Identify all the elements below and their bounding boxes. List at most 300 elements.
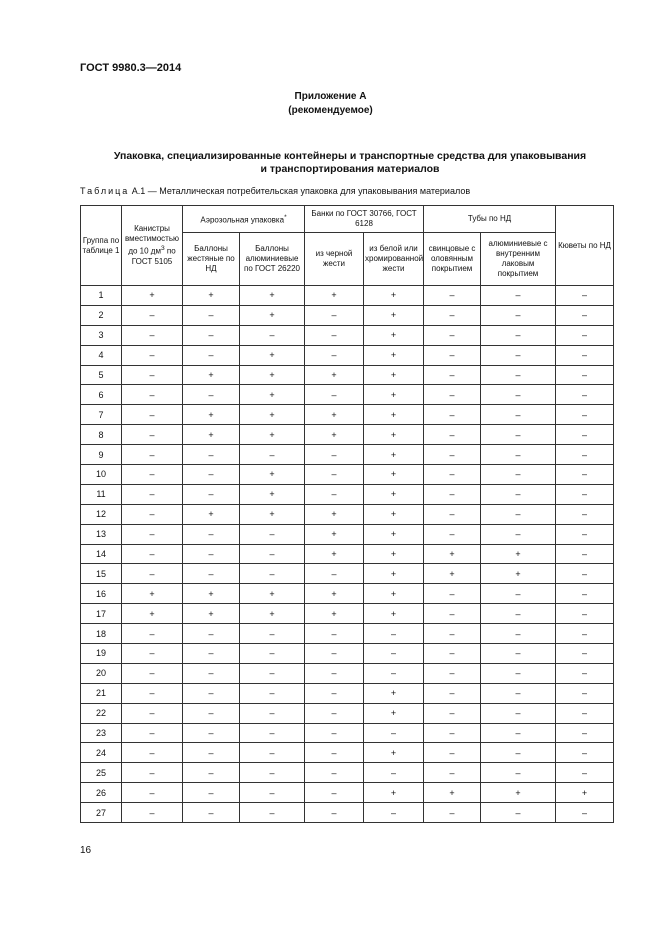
suitability-cell: – <box>481 524 556 544</box>
suitability-cell: – <box>481 405 556 425</box>
suitability-cell: + <box>305 365 364 385</box>
table-row <box>81 305 614 325</box>
table-row <box>81 703 614 723</box>
suitability-cell: + <box>240 584 305 604</box>
table-row <box>81 584 614 604</box>
header-canisters-text: Канистры вместимостью до 10 дм <box>124 224 180 256</box>
suitability-cell: – <box>305 763 364 783</box>
group-number-cell: 17 <box>81 604 122 624</box>
suitability-cell: + <box>481 564 556 584</box>
suitability-cell: + <box>183 604 240 624</box>
suitability-cell: – <box>424 524 481 544</box>
group-number-cell: 18 <box>81 624 122 644</box>
suitability-cell: – <box>305 723 364 743</box>
suitability-cell: + <box>183 405 240 425</box>
page-number: 16 <box>80 845 92 856</box>
group-number-cell: 21 <box>81 683 122 703</box>
suitability-cell: – <box>481 743 556 763</box>
header-aerosol-footnote-mark: * <box>284 213 287 221</box>
suitability-cell: + <box>364 524 424 544</box>
suitability-cell: – <box>364 644 424 664</box>
suitability-cell: + <box>240 465 305 485</box>
suitability-cell: – <box>240 703 305 723</box>
suitability-cell: – <box>481 365 556 385</box>
suitability-cell: – <box>183 783 240 803</box>
suitability-cell: – <box>305 465 364 485</box>
suitability-cell: + <box>364 325 424 345</box>
suitability-cell: – <box>424 703 481 723</box>
header-aerosol-tin: Баллоны жестяные по НД <box>183 233 240 286</box>
suitability-cell: + <box>364 703 424 723</box>
group-number-cell: 11 <box>81 484 122 504</box>
suitability-cell: + <box>364 305 424 325</box>
suitability-cell: – <box>481 703 556 723</box>
header-cans-white: из белой или хромированной жести <box>364 233 424 286</box>
suitability-cell: + <box>481 544 556 564</box>
suitability-cell: – <box>424 743 481 763</box>
suitability-cell: – <box>122 564 183 584</box>
suitability-cell: – <box>183 484 240 504</box>
suitability-cell: – <box>122 683 183 703</box>
suitability-cell: + <box>481 783 556 803</box>
suitability-cell: – <box>481 345 556 365</box>
group-number-cell: 12 <box>81 504 122 524</box>
suitability-cell: – <box>305 445 364 465</box>
suitability-cell: + <box>305 604 364 624</box>
suitability-cell: – <box>240 544 305 564</box>
suitability-cell: – <box>183 624 240 644</box>
suitability-cell: – <box>183 644 240 664</box>
suitability-cell: – <box>183 325 240 345</box>
table-row <box>81 663 614 683</box>
suitability-cell: – <box>305 345 364 365</box>
suitability-cell: – <box>122 445 183 465</box>
suitability-cell: – <box>424 803 481 823</box>
suitability-cell: – <box>424 584 481 604</box>
suitability-cell: + <box>305 286 364 306</box>
group-number-cell: 25 <box>81 763 122 783</box>
header-aerosol <box>183 206 305 233</box>
suitability-cell: – <box>364 663 424 683</box>
suitability-cell: – <box>305 385 364 405</box>
suitability-cell: – <box>481 484 556 504</box>
suitability-cell: + <box>364 544 424 564</box>
header-canisters-standard: по ГОСТ 5105 <box>131 246 176 266</box>
suitability-cell: – <box>305 624 364 644</box>
group-number-cell: 7 <box>81 405 122 425</box>
header-tubes: Тубы по НД <box>424 206 556 233</box>
suitability-cell: – <box>481 504 556 524</box>
suitability-cell: – <box>240 564 305 584</box>
suitability-cell: – <box>556 385 614 405</box>
group-number-cell: 16 <box>81 584 122 604</box>
group-number-cell: 14 <box>81 544 122 564</box>
suitability-cell: – <box>556 425 614 445</box>
suitability-cell: – <box>305 484 364 504</box>
table-row <box>81 365 614 385</box>
suitability-cell: + <box>364 385 424 405</box>
suitability-cell: – <box>240 783 305 803</box>
suitability-cell: – <box>122 425 183 445</box>
suitability-cell: – <box>122 484 183 504</box>
group-number-cell: 19 <box>81 644 122 664</box>
suitability-cell: + <box>364 365 424 385</box>
suitability-cell: – <box>183 544 240 564</box>
suitability-cell: + <box>364 783 424 803</box>
suitability-cell: + <box>183 504 240 524</box>
suitability-cell: – <box>305 703 364 723</box>
suitability-cell: – <box>240 325 305 345</box>
suitability-cell: – <box>122 325 183 345</box>
table-row <box>81 683 614 703</box>
suitability-cell: – <box>556 763 614 783</box>
header-cans: Банки по ГОСТ 30766, ГОСТ 6128 <box>305 206 424 233</box>
suitability-cell: – <box>305 783 364 803</box>
group-number-cell: 4 <box>81 345 122 365</box>
group-number-cell: 27 <box>81 803 122 823</box>
group-number-cell: 10 <box>81 465 122 485</box>
suitability-cell: – <box>424 365 481 385</box>
suitability-cell: + <box>364 405 424 425</box>
suitability-cell: + <box>305 544 364 564</box>
suitability-cell: + <box>122 584 183 604</box>
suitability-cell: + <box>305 584 364 604</box>
suitability-cell: – <box>424 325 481 345</box>
suitability-cell: – <box>305 564 364 584</box>
suitability-cell: + <box>183 425 240 445</box>
group-number-cell: 5 <box>81 365 122 385</box>
appendix-heading <box>0 90 661 118</box>
suitability-cell: – <box>122 803 183 823</box>
suitability-cell: – <box>424 504 481 524</box>
suitability-cell: – <box>556 484 614 504</box>
table-row <box>81 504 614 524</box>
suitability-cell: – <box>424 405 481 425</box>
table-row <box>81 763 614 783</box>
table-row <box>81 624 614 644</box>
suitability-cell: + <box>240 484 305 504</box>
group-number-cell: 23 <box>81 723 122 743</box>
suitability-cell: + <box>240 405 305 425</box>
suitability-cell: – <box>481 305 556 325</box>
suitability-cell: – <box>122 703 183 723</box>
suitability-cell: – <box>122 743 183 763</box>
group-number-cell: 15 <box>81 564 122 584</box>
suitability-cell: + <box>183 286 240 306</box>
suitability-cell: – <box>424 644 481 664</box>
suitability-cell: + <box>240 504 305 524</box>
suitability-cell: – <box>305 305 364 325</box>
suitability-cell: + <box>424 544 481 564</box>
suitability-cell: – <box>424 683 481 703</box>
group-number-cell: 20 <box>81 663 122 683</box>
suitability-cell: + <box>305 524 364 544</box>
suitability-cell: – <box>481 683 556 703</box>
suitability-cell: + <box>240 345 305 365</box>
suitability-cell: – <box>481 723 556 743</box>
table-row <box>81 445 614 465</box>
suitability-cell: + <box>424 783 481 803</box>
suitability-cell: – <box>364 803 424 823</box>
table-row <box>81 803 614 823</box>
suitability-cell: – <box>556 683 614 703</box>
suitability-cell: – <box>183 723 240 743</box>
suitability-cell: – <box>364 624 424 644</box>
suitability-cell: – <box>556 663 614 683</box>
suitability-cell: – <box>481 624 556 644</box>
header-canisters <box>122 206 183 286</box>
suitability-cell: – <box>240 763 305 783</box>
suitability-cell: – <box>556 365 614 385</box>
suitability-cell: – <box>481 385 556 405</box>
header-canisters-superscript: 3 <box>160 245 165 253</box>
suitability-cell: + <box>240 365 305 385</box>
suitability-cell: – <box>240 683 305 703</box>
suitability-cell: – <box>424 345 481 365</box>
section-title-line-1: Упаковка, специализированные контейнеры и транспортные средства для упаковывания <box>113 150 587 162</box>
suitability-cell: – <box>424 286 481 306</box>
suitability-cell: – <box>481 644 556 664</box>
table-row <box>81 325 614 345</box>
table-row <box>81 484 614 504</box>
suitability-cell: + <box>240 305 305 325</box>
suitability-cell: – <box>556 445 614 465</box>
suitability-cell: – <box>122 783 183 803</box>
table-body <box>81 286 614 823</box>
appendix-title: Приложение А <box>294 91 367 102</box>
suitability-cell: – <box>556 504 614 524</box>
header-aerosol-text: Аэрозольная упаковка <box>200 215 285 225</box>
suitability-cell: – <box>183 703 240 723</box>
suitability-cell: – <box>240 723 305 743</box>
suitability-cell: – <box>424 763 481 783</box>
suitability-cell: – <box>481 425 556 445</box>
suitability-cell: – <box>240 644 305 664</box>
suitability-cell: – <box>122 644 183 664</box>
suitability-cell: + <box>183 584 240 604</box>
suitability-cell: – <box>240 743 305 763</box>
suitability-cell: – <box>556 305 614 325</box>
suitability-cell: – <box>481 445 556 465</box>
suitability-cell: – <box>183 683 240 703</box>
group-number-cell: 22 <box>81 703 122 723</box>
header-aerosol-aluminum: Баллоны алюминиевые по ГОСТ 26220 <box>240 233 305 286</box>
header-cans-black: из черной жести <box>305 233 364 286</box>
table-caption-label: Таблица <box>80 186 130 196</box>
suitability-cell: – <box>556 703 614 723</box>
table-row <box>81 783 614 803</box>
table-row <box>81 743 614 763</box>
suitability-cell: + <box>364 484 424 504</box>
suitability-cell: + <box>364 743 424 763</box>
suitability-cell: – <box>424 624 481 644</box>
suitability-cell: – <box>556 544 614 564</box>
suitability-cell: + <box>364 683 424 703</box>
suitability-cell: – <box>122 524 183 544</box>
packaging-table <box>80 205 614 823</box>
table-row <box>81 524 614 544</box>
suitability-cell: + <box>305 405 364 425</box>
suitability-cell: – <box>183 743 240 763</box>
suitability-cell: + <box>240 385 305 405</box>
suitability-cell: – <box>122 385 183 405</box>
suitability-cell: + <box>364 584 424 604</box>
suitability-cell: + <box>240 604 305 624</box>
table-row <box>81 345 614 365</box>
suitability-cell: – <box>424 305 481 325</box>
table-row <box>81 385 614 405</box>
suitability-cell: – <box>183 803 240 823</box>
table-caption <box>80 186 470 196</box>
document-code: ГОСТ 9980.3—2014 <box>80 62 182 74</box>
suitability-cell: – <box>556 624 614 644</box>
suitability-cell: – <box>122 723 183 743</box>
suitability-cell: – <box>481 763 556 783</box>
suitability-cell: – <box>556 723 614 743</box>
suitability-cell: + <box>556 783 614 803</box>
suitability-cell: – <box>183 763 240 783</box>
group-number-cell: 24 <box>81 743 122 763</box>
table-row <box>81 465 614 485</box>
suitability-cell: – <box>556 325 614 345</box>
suitability-cell: – <box>305 325 364 345</box>
suitability-cell: – <box>424 385 481 405</box>
suitability-cell: – <box>240 803 305 823</box>
suitability-cell: + <box>364 286 424 306</box>
suitability-cell: + <box>183 365 240 385</box>
suitability-cell: – <box>240 445 305 465</box>
suitability-cell: – <box>122 624 183 644</box>
section-title <box>60 150 640 176</box>
suitability-cell: – <box>183 445 240 465</box>
table-caption-text: А.1 — Металлическая потребительская упаковка для упаковывания материалов <box>129 186 471 196</box>
table-row <box>81 544 614 564</box>
suitability-cell: – <box>481 663 556 683</box>
suitability-cell: – <box>183 345 240 365</box>
suitability-cell: – <box>556 345 614 365</box>
table-row <box>81 564 614 584</box>
suitability-cell: + <box>424 564 481 584</box>
suitability-cell: – <box>556 803 614 823</box>
suitability-cell: – <box>556 644 614 664</box>
suitability-cell: – <box>240 524 305 544</box>
header-tubes-lead: свинцовые с оловянным покрытием <box>424 233 481 286</box>
suitability-cell: – <box>122 763 183 783</box>
suitability-cell: + <box>122 286 183 306</box>
suitability-cell: – <box>305 663 364 683</box>
suitability-cell: – <box>183 524 240 544</box>
suitability-cell: – <box>481 286 556 306</box>
suitability-cell: + <box>240 425 305 445</box>
suitability-cell: – <box>556 465 614 485</box>
suitability-cell: + <box>364 465 424 485</box>
suitability-cell: – <box>481 604 556 624</box>
appendix-subtitle: (рекомендуемое) <box>288 105 373 116</box>
suitability-cell: + <box>364 345 424 365</box>
suitability-cell: – <box>556 286 614 306</box>
suitability-cell: – <box>122 345 183 365</box>
suitability-cell: – <box>424 465 481 485</box>
suitability-cell: – <box>556 584 614 604</box>
suitability-cell: – <box>305 803 364 823</box>
suitability-cell: – <box>424 723 481 743</box>
suitability-cell: – <box>122 663 183 683</box>
suitability-cell: + <box>364 445 424 465</box>
suitability-cell: – <box>122 305 183 325</box>
group-number-cell: 9 <box>81 445 122 465</box>
suitability-cell: – <box>481 465 556 485</box>
table-row <box>81 425 614 445</box>
suitability-cell: + <box>305 504 364 524</box>
group-number-cell: 3 <box>81 325 122 345</box>
suitability-cell: – <box>122 365 183 385</box>
group-number-cell: 2 <box>81 305 122 325</box>
header-group: Группа по таблице 1 <box>81 206 122 286</box>
suitability-cell: – <box>556 524 614 544</box>
suitability-cell: – <box>424 604 481 624</box>
table-row <box>81 604 614 624</box>
suitability-cell: + <box>364 604 424 624</box>
suitability-cell: – <box>481 803 556 823</box>
suitability-cell: – <box>556 604 614 624</box>
suitability-cell: – <box>122 405 183 425</box>
table-row <box>81 405 614 425</box>
group-number-cell: 6 <box>81 385 122 405</box>
suitability-cell: – <box>424 484 481 504</box>
group-number-cell: 1 <box>81 286 122 306</box>
suitability-cell: + <box>364 425 424 445</box>
table-row <box>81 286 614 306</box>
suitability-cell: + <box>364 504 424 524</box>
table-row <box>81 723 614 743</box>
group-number-cell: 13 <box>81 524 122 544</box>
suitability-cell: – <box>305 683 364 703</box>
section-title-line-2: и транспортирования материалов <box>260 163 440 175</box>
suitability-cell: – <box>122 544 183 564</box>
suitability-cell: – <box>305 743 364 763</box>
suitability-cell: – <box>122 504 183 524</box>
suitability-cell: – <box>424 425 481 445</box>
suitability-cell: – <box>424 663 481 683</box>
group-number-cell: 8 <box>81 425 122 445</box>
suitability-cell: – <box>424 445 481 465</box>
group-number-cell: 26 <box>81 783 122 803</box>
table-row <box>81 644 614 664</box>
header-cuvettes: Кюветы по НД <box>556 206 614 286</box>
suitability-cell: – <box>183 305 240 325</box>
suitability-cell: – <box>183 465 240 485</box>
header-tubes-aluminum: алюминиевые с внутренним лаковым покрытием <box>481 233 556 286</box>
suitability-cell: – <box>556 564 614 584</box>
suitability-cell: – <box>240 663 305 683</box>
suitability-cell: – <box>556 405 614 425</box>
suitability-cell: – <box>183 385 240 405</box>
suitability-cell: – <box>183 564 240 584</box>
suitability-cell: + <box>305 425 364 445</box>
suitability-cell: – <box>556 743 614 763</box>
suitability-cell: – <box>122 465 183 485</box>
suitability-cell: – <box>364 723 424 743</box>
suitability-cell: + <box>122 604 183 624</box>
suitability-cell: + <box>240 286 305 306</box>
suitability-cell: – <box>364 763 424 783</box>
suitability-cell: – <box>240 624 305 644</box>
suitability-cell: + <box>364 564 424 584</box>
suitability-cell: – <box>481 325 556 345</box>
suitability-cell: – <box>183 663 240 683</box>
suitability-cell: – <box>305 644 364 664</box>
suitability-cell: – <box>481 584 556 604</box>
